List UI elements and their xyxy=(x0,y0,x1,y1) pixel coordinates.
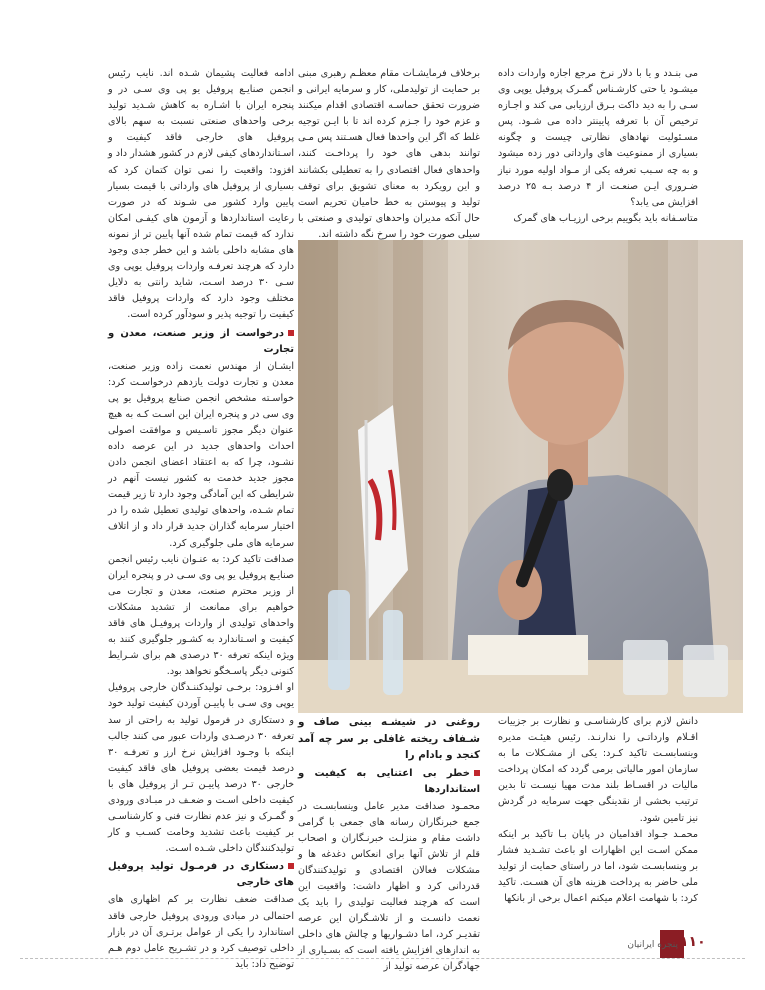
paragraph: او افـزود: برخـی تولیدکننـدگان خارجی پروفیل یوپی وی سـی با پاییـن آوردن کیفیت تولید خود و دستکاری در فرمول تولید به راحتی از سد تعرفه ۳۰ درصـدی واردات عبور می کنند جالب اینکه با وجـود افزایش نرخ ارز و تعرفـه ۳۰ درصد قیمت بعضی پروفیل های فاقد کیفیت خارجی ۳۰ درصد پاییـن تـر از پروفیل های با کیفیت داخلی اسـت و ضعـف در مبـادی ورودی و گمـرک و نیز عدم نظارت فنی و کارشناسـی بر کیفیت باعث تشدید وخامت کسـب و کار تولیدکنندگان داخلی شـده اسـت. xyxy=(108,682,295,855)
paragraph: دانش لازم برای کارشناسـی و نظارت بر جزییات اقـلام وارداتـی را ندارنـد. رئیس هیئـت مدیره وینسابسـت تاکید کـرد: یکی از مشـکلات ما به سازمان امور مالیاتی برمی گردد که امکان پرداخت مالیات در اقسـاط بلند مدت مهیا نیسـت تا بدین ترتیب بخشی از نقدینگی جهت سرمایه در گردش نیز تامین شود. xyxy=(498,716,698,824)
subheading: درخواست از وزیر صنعت، معدن و تجارت xyxy=(108,327,294,355)
text-column-right-bottom xyxy=(498,714,698,907)
text-column-left xyxy=(108,66,294,973)
speaker-photo xyxy=(298,240,743,713)
paragraph: برخلاف فرمایشـات مقام معظـم رهبری مبنی بر حمایت از تولیدملی، کار و سرمایه ایرانی و ضرورت تحقق حماسـه اقتصادی اقدام میکنند و عزم خود را جـزم کرده اند تا با ایـن توجیه غلط که اگر این واحدها فعال هسـتند پس مـی توانند بدهی های خود را پرداخـت کنند، واحدهای فعال اقتصادی را به تعطیلی بکشانند و این رویکرد به معنای تشویق برای توقف تولید و پیوستن به خط حامیان تحریم است حال آنکه مدیران واحدهای تولیدی و صنعتی با سیلی صورت خود را سرخ نگه داشته اند. xyxy=(298,68,480,240)
footer-divider xyxy=(20,958,745,959)
paragraph: متاسـفانه باید بگوییم برخی ارزیـاب های گمرک xyxy=(513,212,698,224)
paragraph: ایشـان از مهندس نعمت زاده وزیر صنعت، معدن و تجارت دولت یازدهم درخواسـت کرد: خواسـته مشخص انجمن صنایع پروفیل یو پی وی سی در و پنجره ایران این اسـت کـه به هیچ عنوان دیگر مجوز تاسـیس و موافقت اصولی احداث واحدهای جدید در این عرصه داده نشـود، چرا که به اعتقاد اعضای انجمن دادن مجوز جدید خدمت به کشور نیست آنهم در شرایطی که این آمادگی وجود دارد تا زیر قیمت تمام شـده، واحدهای تولیدی تعطیل شده را در اختیار سرمایه گذاران جدید قرار داد و از اتلاف سرمایه های ملی جلوگیری کرد. xyxy=(108,360,294,549)
text-column-middle-bottom xyxy=(298,714,480,976)
pull-quote: روغنی در شیشـه بینی صاف و شـفاف ریخته غافلی بر سر چه آمد کنجد و بادام را xyxy=(298,716,480,761)
paragraph: محمـود صداقت مدیر عامل وینسابسـت در جمع خبرنگاران رسانه های جمعی با گرامی داشت مقام و منزلـت خبرنـگاران و اصحاب قلم از تلاش آنها برای انعکاس دغدغه ها و مشکلات فعالان اقتصادی و تولیدکنندگان قدردانی کرد و اظهار داشت: واقعیت این است که هرچند فعالیت تولیدی را باید یک نعمت دانسـت و از تلاشـگران این عرصه تقدیـر کرد، اما دشـواریها و چالش های داخلی به اندازهای افزایش یافته است که بسـیاری از جهادگران عرصه تولید از xyxy=(298,800,480,973)
paragraph: می بنـدد و یا با دلار نرخ مرجع اجازه واردات داده میشـود یا حتی کارشـناس گمـرک پروفیل یوپی وی سـی را به دید داکت بـرق ارزیابی می کند و اجـازه ترخیص آن با تعرفه پایینتر داده می شـود. پس مسـئولیت نهادهای نظارتی چیست و چگونه بسیاری از ممنوعیت های وارداتی دور زده میشود و به چه سـبب تعرفه یکی از مـواد اولیه مورد نیاز ضـروری ایـن صنعـت از ۴ درصد بـه ۲۵ درصد افزایش می یابد؟ xyxy=(498,68,698,208)
paragraph: صداقت ضعف نظارت بر کم اظهاری های احتمالی در مبادی ورودی پروفیل خارجی فاقد استاندارد را یکی از عوامل برتـری آن در بازار داخلی توصیف کرد و در تشـریح عامل دوم هـم توضیح داد: باید xyxy=(108,894,294,970)
text-column-right-top xyxy=(498,66,698,227)
bullet-square-icon xyxy=(288,330,294,336)
paragraph: صداقت تاکید کرد: به عنـوان نایب رئیس انجمن صنایـع پروفیل یو پی وی سـی در و پنجره ایران از وزیر محترم صنعت، معدن و تجارت می خواهیم برای ممانعت از تشدید مشکلات واحدهای تولیدی از واردات پروفیـل های فاقد کیفیت و اسـتاندارد به کشـور جلوگیری کنند به ویژه اینکه تعرفه ۳۰ درصدی هم برای شـرایط کنونی دیگر پاسـخگو نخواهد بود. xyxy=(108,553,295,678)
bullet-square-icon xyxy=(474,770,480,776)
text-column-middle-top xyxy=(298,66,480,243)
paragraph: محمـد جـواد اقدامیان در پایان بـا تاکید بر اینکه ممکن اسـت این اظهارات او باعث تشـدید فشار بر وینسابسـت شود، اما در راستای حمایت از تولید ملی حاضر به پرداخت هزینه های آن هسـت. تاکید کرد: با شهامت اعلام میکنم اعمال برخی از بانکها xyxy=(498,828,698,905)
subheading: خطر بی اعتنایی به کیفیت و استانداردها xyxy=(298,767,480,795)
subheading: دستکاری در فرمـول تولید پروفیل های خارجی xyxy=(108,861,294,889)
bullet-square-icon xyxy=(288,863,294,869)
paragraph: ادامه فعالیت پشیمان شـده اند. نایب رئیس انجمن صنایـع پروفیل یو پی وی سـی در و پنجره ایران با اشـاره به کاهش شـدید تولید برخی واحدهای صنعتی نسبت به سهم بالای پروفیل های خارجی فاقد کیفیت و اسـتانداردهای کیفی لازم در کشور هشدار داد و افزود: واقعیت را نمی توان کتمان کرد که بسیاری از پروفیل های وارداتی با قیمت بسیار پایین وارد کشور می شـوند که در صورت رعایت استانداردها و آزمون های کیفـی امکان ندارد که قیمت تمام شده آنها پایین تر از نمونه های مشابه داخلی باشد و این خطر جدی وجود دارد که هرچند تعرفـه واردات پروفیل یوپی وی سـی ۳۰ درصد اسـت، شاید رانتی به دلایل مختلف وجود دارد که واردات پروفیل فاقد کیفیت را توجیه پذیر و سودآور کرده است. xyxy=(108,68,294,321)
magazine-name: پنجره ایرانیان xyxy=(627,940,678,950)
page-number: ۱۱۰ xyxy=(680,934,706,950)
